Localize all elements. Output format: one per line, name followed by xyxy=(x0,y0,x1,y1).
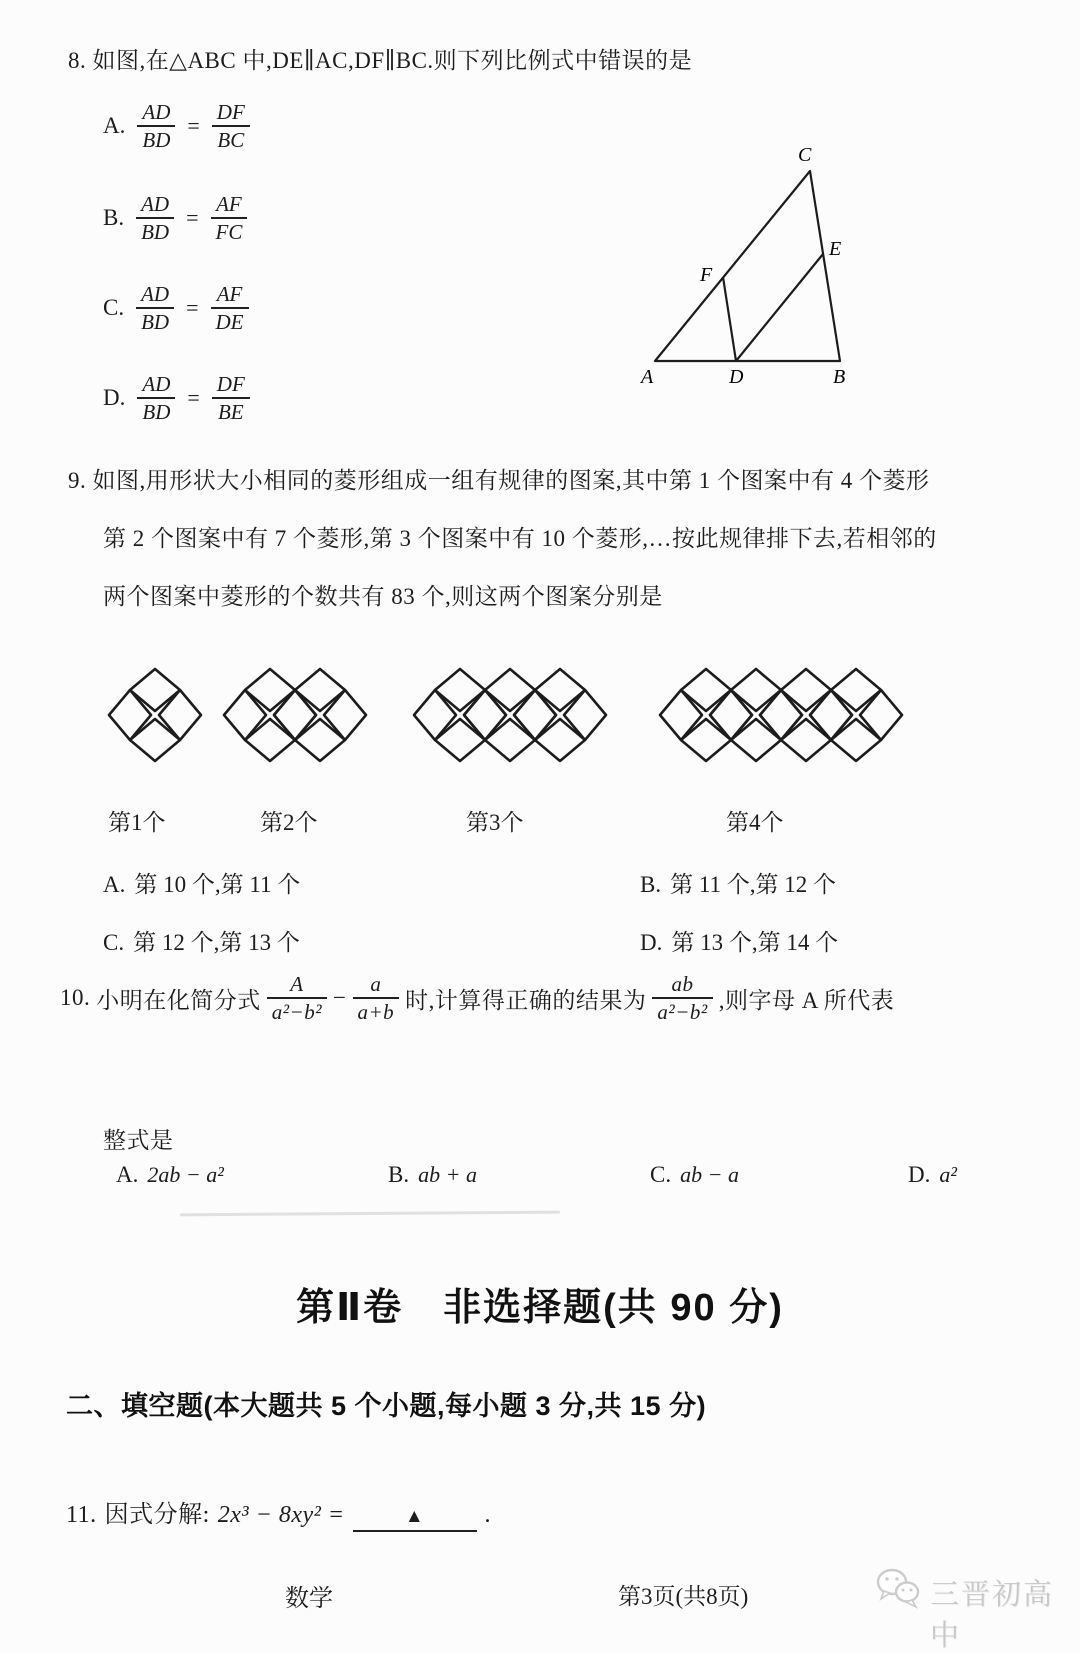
q9-stem-line3: 两个图案中菱形的个数共有 83 个,则这两个图案分别是 xyxy=(103,584,663,609)
minus-sign: − xyxy=(333,985,347,1011)
section2-title: 第Ⅱ卷 非选择题(共 90 分) xyxy=(296,1287,784,1329)
q11-number: 11. xyxy=(66,1502,97,1528)
footer-subject: 数学 xyxy=(285,1586,333,1612)
q10-pre-text: 小明在化简分式 xyxy=(96,987,261,1013)
q9-rhombus-patterns-figure xyxy=(0,652,1080,778)
q11-stem xyxy=(66,1494,491,1532)
q9-option-a xyxy=(103,866,300,899)
q9-option-c-text: 第 12 个,第 13 个 xyxy=(133,930,300,955)
q8-option-a-frac1: $\frac{AD}{BD}$ xyxy=(137,100,175,152)
q8-option-d-frac2: $\frac{DF}{BE}$ xyxy=(212,372,250,424)
q9-option-c-letter: C. xyxy=(103,930,125,955)
q10-frac1: $\frac{A}{\text{a²−b²}}$ xyxy=(267,972,327,1024)
vertex-label-b: B xyxy=(833,366,846,388)
q10-post-text: ,则字母 A 所代表 xyxy=(718,987,895,1013)
vertex-label-d: D xyxy=(729,366,744,388)
q8-stem: 8. 如图,在△ABC 中,DE∥AC,DF∥BC.则下列比例式中错误的是 xyxy=(68,48,693,73)
q9-option-a-letter: A. xyxy=(103,872,126,897)
q10-number: 10. xyxy=(60,985,91,1011)
q10-stem xyxy=(60,972,894,1024)
wechat-logo-icon xyxy=(874,1566,924,1610)
scan-smudge xyxy=(180,1211,560,1217)
q10-option-b-text: ab + a xyxy=(418,1162,477,1187)
q8-option-a-frac2: $\frac{DF}{BC}$ xyxy=(212,100,250,152)
q9-option-d-text: 第 13 个,第 14 个 xyxy=(671,930,839,955)
q10-option-d-text: a² xyxy=(939,1162,957,1187)
q10-frac3: $\frac{ab}{\text{a²−b²}}$ xyxy=(652,972,712,1024)
q10-option-b xyxy=(388,1162,477,1188)
pattern-label-2: 第2个 xyxy=(260,810,318,835)
q8-option-c-frac2: $\frac{AF}{DE}$ xyxy=(211,282,249,334)
q10-option-d-letter: D. xyxy=(908,1162,931,1187)
q8-option-b-frac1: $\frac{AD}{BD}$ xyxy=(136,192,174,244)
equals-sign: = xyxy=(187,385,200,411)
vertex-label-f: F xyxy=(700,264,713,286)
q10-option-c-text: ab − a xyxy=(680,1162,739,1187)
vertex-label-a: A xyxy=(641,366,654,388)
q11-pre-text: 因式分解: xyxy=(104,1502,210,1528)
q8-option-c-frac1: $\frac{AD}{BD}$ xyxy=(136,282,174,334)
q8-option-a-letter: A. xyxy=(103,113,126,139)
q8-option-d-letter: D. xyxy=(103,385,126,411)
footer-page-number: 第3页(共8页) xyxy=(618,1584,749,1609)
q9-option-b-letter: B. xyxy=(640,872,662,897)
q8-option-b xyxy=(103,192,247,244)
q8-option-d xyxy=(103,372,250,424)
q10-option-c-letter: C. xyxy=(650,1162,672,1187)
q10-option-a-letter: A. xyxy=(116,1162,139,1187)
pattern-label-4: 第4个 xyxy=(726,810,784,835)
q10-option-a-text: 2ab − a² xyxy=(147,1162,224,1187)
footer-watermark: 三晋初高中 xyxy=(930,1579,1055,1652)
q8-option-c xyxy=(103,282,249,334)
q11-period: . xyxy=(484,1502,492,1528)
q8-option-b-frac2: $\frac{AF}{FC}$ xyxy=(211,192,248,244)
vertex-label-c: C xyxy=(798,144,812,166)
pattern-label-1: 第1个 xyxy=(108,810,166,835)
q10-option-a xyxy=(116,1162,224,1188)
vertex-label-e: E xyxy=(829,238,842,260)
equals-sign: = xyxy=(186,295,199,321)
q9-stem-line1: 9. 如图,用形状大小相同的菱形组成一组有规律的图案,其中第 1 个图案中有 4 个菱形 xyxy=(68,468,930,493)
fill-in-section-heading: 二、填空题(本大题共 5 个小题,每小题 3 分,共 15 分) xyxy=(66,1391,707,1421)
pattern-label-3: 第3个 xyxy=(466,810,524,835)
equals-sign: = xyxy=(186,205,199,231)
q11-answer-blank: ▲ xyxy=(353,1506,477,1532)
q10-stem-line2: 整式是 xyxy=(103,1128,174,1153)
q9-option-b-text: 第 11 个,第 12 个 xyxy=(670,872,836,897)
q11-expression: 2x³ − 8xy² = xyxy=(217,1502,345,1528)
q9-option-b xyxy=(640,866,836,899)
q8-option-a xyxy=(103,100,250,152)
q8-option-c-letter: C. xyxy=(103,295,125,321)
q10-frac2: $\frac{a}{a+b}$ xyxy=(353,972,400,1024)
q9-option-c xyxy=(103,924,300,957)
q10-option-b-letter: B. xyxy=(388,1162,410,1187)
q10-option-d xyxy=(908,1162,957,1188)
q10-option-c xyxy=(650,1162,739,1188)
q9-stem-line2: 第 2 个图案中有 7 个菱形,第 3 个图案中有 10 个菱形,…按此规律排下去,若相邻的 xyxy=(103,526,937,551)
equals-sign: = xyxy=(187,113,200,139)
q8-triangle-diagram xyxy=(595,133,880,388)
q10-mid-text: 时,计算得正确的结果为 xyxy=(405,987,647,1013)
q8-option-b-letter: B. xyxy=(103,205,125,231)
q9-option-d xyxy=(640,924,838,957)
q9-option-d-letter: D. xyxy=(640,930,663,955)
q8-option-d-frac1: $\frac{AD}{BD}$ xyxy=(137,372,175,424)
q9-option-a-text: 第 10 个,第 11 个 xyxy=(134,872,301,897)
